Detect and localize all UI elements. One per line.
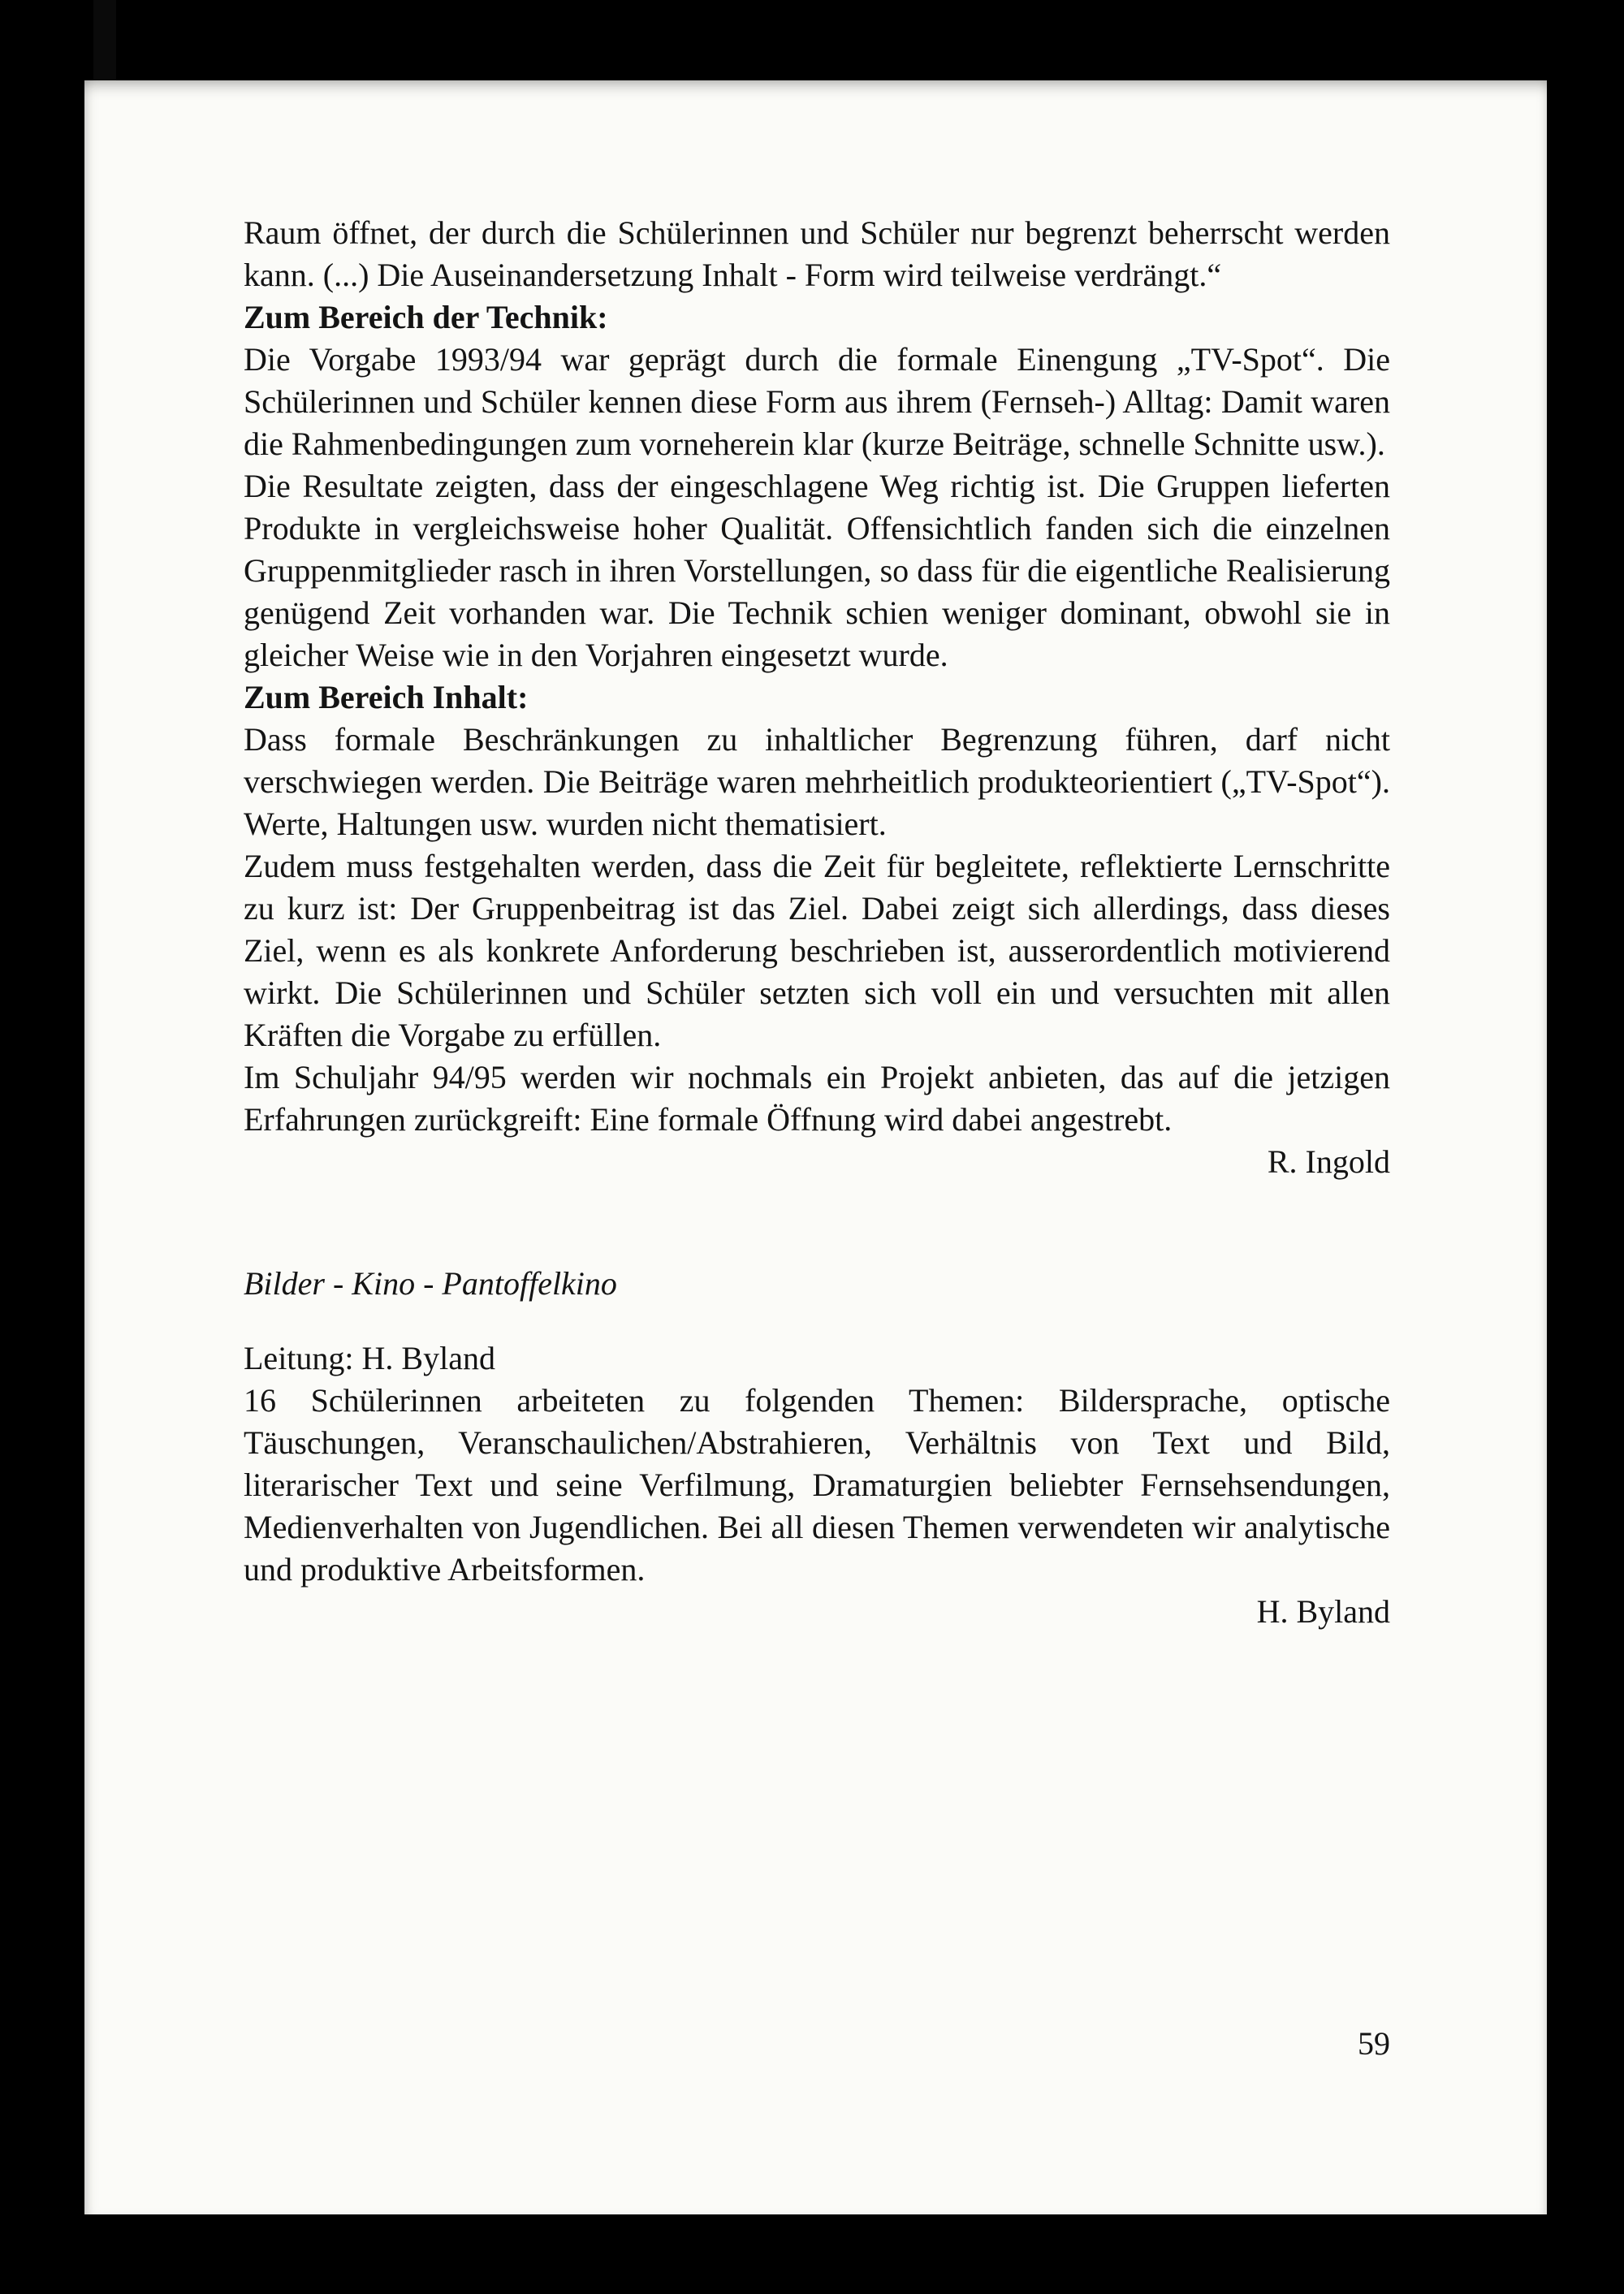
document-page (84, 80, 1547, 2214)
paragraph-resultate: Die Resultate zeigten, dass der eingeschlagene Weg richtig ist. Die Gruppen lieferten Produkte in vergleichsweise hoher Qualität. Offensichtlich fanden sich die einzelnen Gruppenmitglieder rasch in ihren Vorstellungen, so dass für die eigentliche Realisierung genügend Zeit vorhanden war. Die Technik schien weniger dominant, obwohl sie in gleicher Weise wie in den Vorjahren eingesetzt wurde. (244, 468, 1390, 673)
paragraph-leitung: Leitung: H. Byland (244, 1340, 495, 1376)
paragraph-zudem: Zudem muss festgehalten werden, dass die Zeit für begleitete, reflektierte Lernschritte zu kurz ist: Der Gruppenbeitrag ist das Ziel. Dabei zeigt sich allerdings, dass dieses Ziel, wenn es als konkrete Anforderung beschrieben ist, ausserordentlich motivierend wirkt. Die Schülerinnen und Schüler setzten sich voll ein und versuchten mit allen Kräften die Vorgabe zu erfüllen. (244, 848, 1390, 1053)
paragraph-beschraenkungen: Dass formale Beschränkungen zu inhaltlicher Begrenzung führen, darf nicht verschwiegen werden. Die Beiträge waren mehrheitlich produkteorientiert („TV-Spot“). Werte, Haltungen usw. wurden nicht thematisiert. (244, 721, 1390, 842)
section-heading-technik: Zum Bereich der Technik: (244, 299, 608, 335)
scan-edge-artifact (93, 0, 116, 81)
page-number: 59 (1358, 2025, 1390, 2062)
paragraph-vorgabe: Die Vorgabe 1993/94 war geprägt durch die formale Einengung „TV-Spot“. Die Schülerinnen und Schüler kennen diese Form aus ihrem (Fernseh-) Alltag: Damit waren die Rahmenbedingungen zum vorneherein klar (kurze Beiträge, schnelle Schnitte usw.). (244, 341, 1390, 462)
paragraph-themen: 16 Schülerinnen arbeiteten zu folgenden Themen: Bildersprache, optische Täuschungen, Veranschaulichen/Abstrahieren, Verhältnis von Text und Bild, literarischer Text und seine Verfilmung, Dramaturgien beliebter Fernsehsendungen, Medienverhalten von Jugendlichen. Bei all diesen Themen verwendeten wir analytische und produktive Arbeitsformen. (244, 1382, 1390, 1588)
signature-byland: H. Byland (1256, 1593, 1390, 1630)
paragraph-continuation: Raum öffnet, der durch die Schülerinnen und Schüler nur begrenzt beherrscht werden kann. (...) Die Auseinandersetzung Inhalt - Form wird teilweise verdrängt.“ (244, 214, 1390, 293)
signature-ingold: R. Ingold (1267, 1143, 1390, 1180)
paragraph-schuljahr: Im Schuljahr 94/95 werden wir nochmals ein Projekt anbieten, das auf die jetzigen Erfahrungen zurückgreift: Eine formale Öffnung wird dabei angestrebt. (244, 1059, 1390, 1138)
text-block (244, 212, 1390, 1633)
work-title-bilder-kino: Bilder - Kino - Pantoffelkino (244, 1265, 617, 1302)
section-heading-inhalt: Zum Bereich Inhalt: (244, 679, 529, 715)
